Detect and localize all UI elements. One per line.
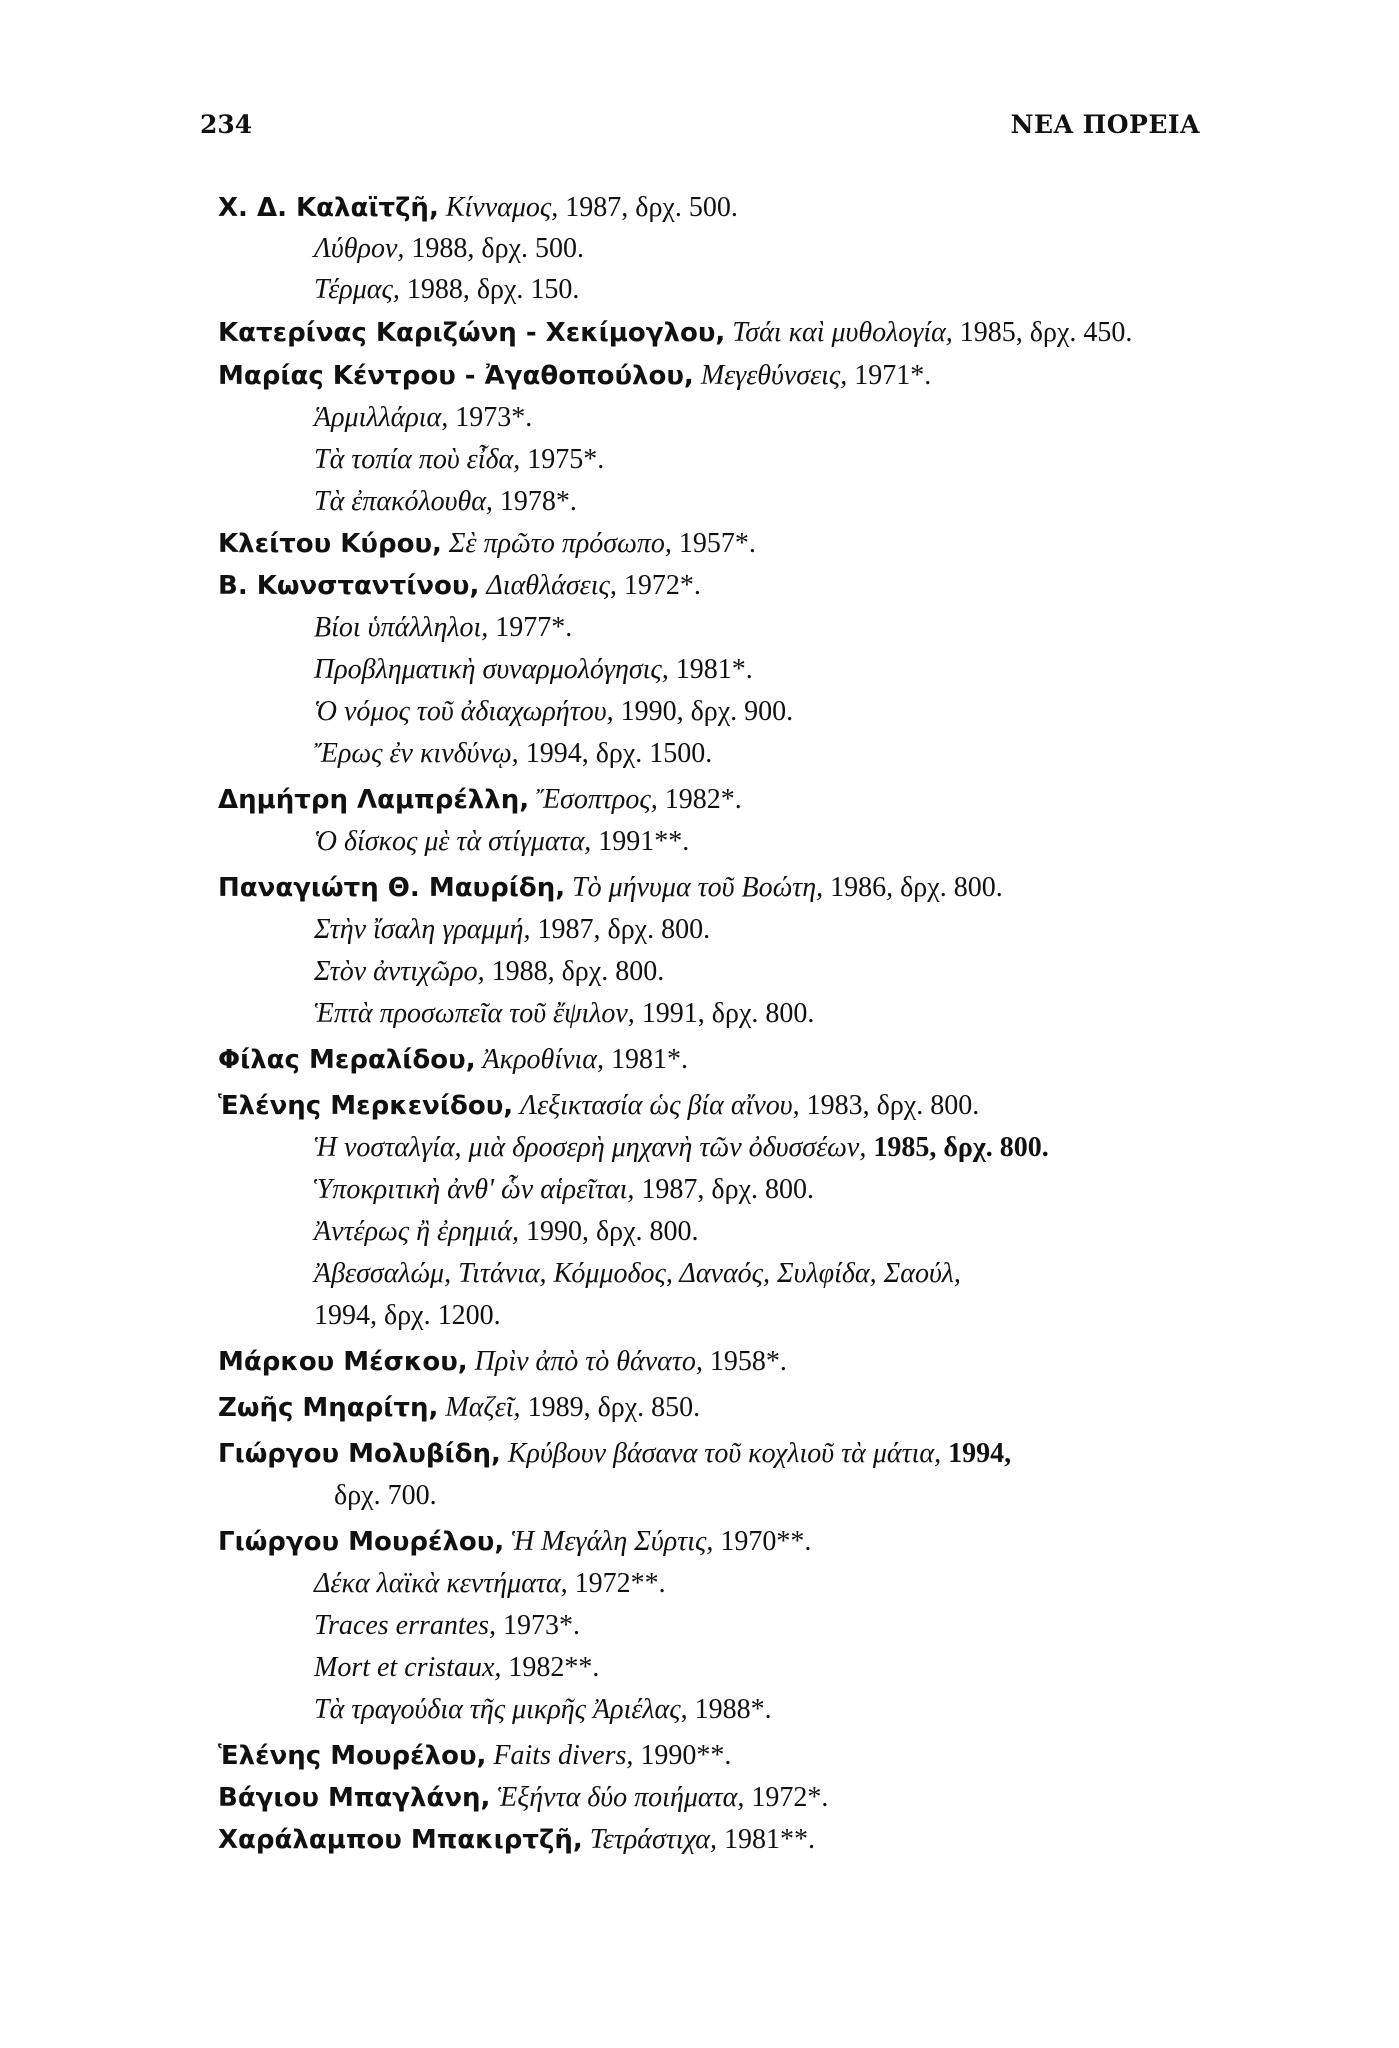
entry-line: Παναγιώτη Θ. Μαυρίδη, Τὸ μήνυμα τοῦ Βοώτη, 1986, δρχ. 800. [218,872,1003,903]
entry-line: Χαράλαμπου Μπακιρτζῆ, Τετράστιχα, 1981**. [218,1824,815,1855]
entry-line: Β. Κωνσταντίνου, Διαθλάσεις, 1972*. [218,570,701,601]
entry-line: Κλείτου Κύρου, Σὲ πρῶτο πρόσωπο, 1957*. [218,528,756,559]
entry-line: Τὰ τοπία ποὺ εἶδα, 1975*. [314,444,605,475]
entry-line: Γιώργου Μουρέλου, Ἡ Μεγάλη Σύρτις, 1970**. [218,1526,812,1557]
entry-line: Τέρμας, 1988, δρχ. 150. [314,274,580,305]
entry-line: Στὴν ἴσαλη γραμμή, 1987, δρχ. 800. [314,914,711,945]
entry-line: Ἁρμιλλάρια, 1973*. [314,402,533,433]
entry-line: Mort et cristaux, 1982**. [314,1652,600,1683]
entry-line: Δέκα λαϊκὰ κεντήματα, 1972**. [314,1568,666,1599]
page-header [200,110,1200,150]
entry-line: Δημήτρη Λαμπρέλλη, Ἔσοπτρος, 1982*. [218,784,742,815]
entry-line: Ἑλένης Μουρέλου, Faits divers, 1990**. [218,1740,732,1771]
journal-title: ΝΕΑ ΠΟΡΕΙΑ [1010,110,1200,139]
entry-line: Χ. Δ. Καλαϊτζῆ, Κίνναμος, 1987, δρχ. 500. [218,192,738,223]
entry-line: Ὑποκριτικὴ ἀνθ' ὧν αἱρεῖται, 1987, δρχ. 800. [314,1174,815,1205]
entry-line: Φίλας Μεραλίδου, Ἀκροθίνια, 1981*. [218,1044,688,1075]
entry-line: Ὁ δίσκος μὲ τὰ στίγματα, 1991**. [314,826,690,857]
entry-line: Ἡ νοσταλγία, μιὰ δροσερὴ μηχανὴ τῶν ὀδυσσέων, 1985, δρχ. 800. [314,1132,1049,1163]
entry-line: Λύθρον, 1988, δρχ. 500. [314,233,584,264]
entry-line: Ἀβεσσαλώμ, Τιτάνια, Κόμμοδος, Δαναός, Συλφίδα, Σαούλ, [314,1258,961,1289]
entry-line: Τὰ τραγούδια τῆς μικρῆς Ἀριέλας, 1988*. [314,1694,772,1725]
entry-line: δρχ. 700. [334,1480,437,1511]
entry-line: Στὸν ἀντιχῶρο, 1988, δρχ. 800. [314,956,665,987]
entry-line: Προβληματικὴ συναρμολόγησις, 1981*. [314,654,753,685]
entry-line: 1994, δρχ. 1200. [314,1300,501,1331]
entry-line: Βίοι ὑπάλληλοι, 1977*. [314,612,573,643]
entry-line: Μαρίας Κέντρου - Ἀγαθοπούλου, Μεγεθύνσεις, 1971*. [218,360,932,391]
entry-line: Μάρκου Μέσκου, Πρὶν ἀπὸ τὸ θάνατο, 1958*. [218,1346,787,1377]
page-number: 234 [200,110,253,139]
entry-line: Κατερίνας Καριζώνη - Χεκίμογλου, Τσάι καὶ μυθολογία, 1985, δρχ. 450. [218,317,1133,348]
entry-line: Traces errantes, 1973*. [314,1610,580,1641]
entry-line: Γιώργου Μολυβίδη, Κρύβουν βάσανα τοῦ κοχλιοῦ τὰ μάτια, 1994, [218,1438,1012,1469]
entry-line: Τὰ ἐπακόλουθα, 1978*. [314,486,577,517]
entry-line: Ὁ νόμος τοῦ ἀδιαχωρήτου, 1990, δρχ. 900. [314,696,794,727]
entry-line: Ἔρως ἐν κινδύνῳ, 1994, δρχ. 1500. [314,738,713,769]
entry-line: Βάγιου Μπαγλάνη, Ἑξήντα δύο ποιήματα, 1972*. [218,1782,829,1813]
entry-line: Ἑλένης Μερκενίδου, Λεξικτασία ὡς βία αἴνου, 1983, δρχ. 800. [218,1090,980,1121]
entry-line: Ζωῆς Μηαρίτη, Μαζεῖ, 1989, δρχ. 850. [218,1392,701,1423]
entry-line: Ἑπτὰ προσωπεῖα τοῦ ἔψιλον, 1991, δρχ. 800. [314,998,815,1029]
entry-line: Ἀντέρως ἢ ἐρημιά, 1990, δρχ. 800. [314,1216,699,1247]
